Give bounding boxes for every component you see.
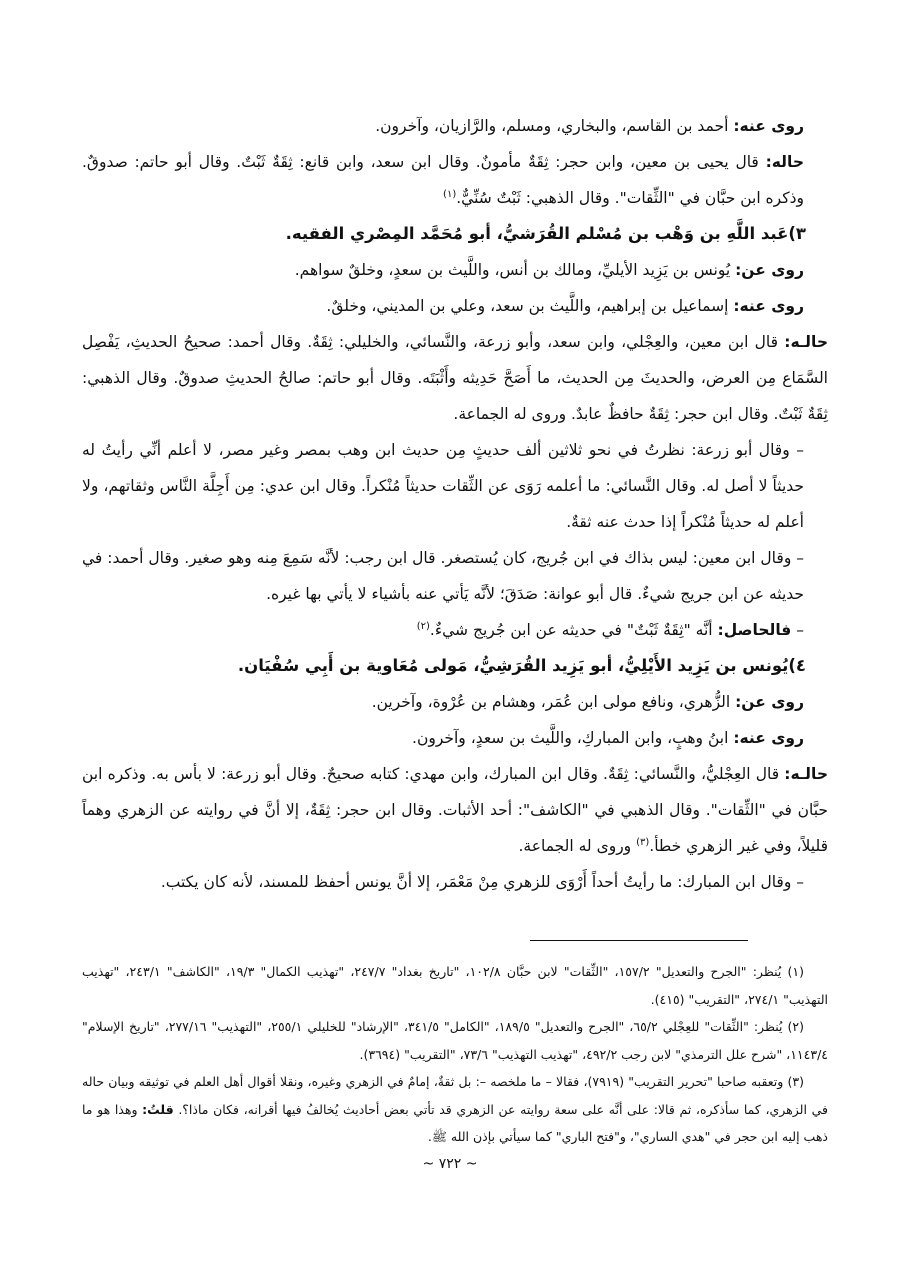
narrated-from-paragraph: روى عن: يُونس بن يَزِيد الأيليِّ، ومالك بن أنس، واللَّيث بن سعدٍ، وخلقٌ سواهم. — [294, 261, 804, 279]
narrators-from-him-paragraph: روى عنه: ابنُ وهبٍ، وابن المباركِ، واللَّيث بن سعدٍ، وآخرون. — [412, 729, 804, 747]
footnote-ref[interactable]: (٣) — [636, 836, 650, 848]
section-label: روى عنه: — [733, 729, 804, 747]
section-label: روى عن: — [735, 261, 804, 279]
quote-paragraph: – وقال ابن معين: ليس بذاك في ابن جُريج، كان يُستصغر. قال ابن رجب: لأنَّه سَمِعَ مِنه وهو صغير. وقال أحمد: في حديثه عن ابن جريج شيءٌ. قال أبو عوانة: صَدَقَ؛ لأنَّه يَأتي عنه بأشياء لا يأتي بها غيره. — [82, 549, 804, 603]
footnote-3: (٣) وتعقبه صاحبا "تحرير التقريب" (٧٩١٩)، فقالا – ما ملخصه –: بل ثقةٌ، إمامٌ في الزهري وغيره، ونقلا أقوال أهل العلم في توثيقه وبيان حاله في الزهري، كما سأذكره، ثم قالا: على أنَّه على سعة روايته عن الزهري قد تأتي بعض أحاديث يُخالفُ فيها أقرانه، فكان ماذا؟. قلتُ: وهذا هو ما ذهب إليه ابن حجر في "هدي الساري"، و"فتح الباري" كما سيأتي بإذن الله ﷺ. — [82, 1074, 828, 1144]
status-paragraph: حالـه: قال ابن معين، والعِجْلي، وابن سعد، وأبو زرعة، والنَّسائي، والخليلي: ثِقَةٌ. وقال أحمد: صحيحُ الحديثِ، يَفْصِل السَّمَاع مِن العرض، والحديثَ مِن الحديث، ما أَصَحَّ حَدِيثه وأَثْبَتَه. وقال أبو حاتم: صالحُ الحديثِ صدوقٌ. وقال الذهبي: ثِقَةٌ ثَبْتٌ. وقال ابن حجر: ثِقَةٌ حافظٌ عابدٌ. وروى له الجماعة. — [82, 333, 828, 423]
narrator-heading: ٣)عَبد اللَّهِ بن وَهْب بن مُسْلم القُرَشيُّ، أبو مُحَمَّد المِصْري الفقيه. — [285, 224, 806, 243]
quote-paragraph: – وقال ابن المبارك: ما رأيتُ أحداً أَرْوَى للزهري مِنْ مَعْمَر، إلا أنَّ يونس أحفظ للمسند، لأنه كان يكتب. — [160, 873, 804, 891]
narrators-from-him-paragraph: روى عنه: أحمد بن القاسم، والبخاري، ومسلم، والرَّازيان، وآخرون. — [375, 117, 804, 135]
status-paragraph: حاله: قال يحيى بن معين، وابن حجر: ثِقَةٌ مأمونٌ. وقال ابن سعد، وابن قانع: ثِقَةٌ ثَبْتٌ. وقال أبو حاتم: صدوقٌ. وذكره ابن حبَّان في "الثِّقات". وقال الذهبي: ثَبْتٌ سُنِّيٌّ.$^{(١)}$ — [82, 153, 804, 207]
section-label: حاله: — [765, 153, 804, 171]
footnote-2: (٢) يُنظر: "الثِّقات" للعِجْلي ٦٥/٢، "الجرح والتعديل" ١٨٩/٥، "الكامل" ٣٤١/٥، "الإرشاد" للخليلي ٢٥٥/١، "التهذيب" ٢٧٧/١٦، "تاريخ الإسلام" ١١٤٣/٤، "شرح علل الترمذي" لابن رجب ٤٩٢/٢، "تهذيب التهذيب" ٧٣/٦، "التقريب" (٣٦٩٤). — [82, 1019, 828, 1062]
section-label: حالـه: — [784, 333, 828, 351]
footnote-ref[interactable]: (٢) — [416, 620, 430, 632]
page-number: ~ ٧٢٢ ~ — [422, 1156, 478, 1172]
section-label: فالحاصل: — [717, 621, 792, 639]
section-label: روى عن: — [735, 693, 804, 711]
section-label: روى عنه: — [733, 297, 804, 315]
footnote-ref[interactable]: (١) — [443, 188, 457, 200]
narrators-from-him-paragraph: روى عنه: إسماعيل بن إبراهيم، واللَّيث بن سعد، وعلي بن المديني، وخلقٌ. — [326, 297, 804, 315]
section-label: حالـه: — [784, 765, 828, 783]
footnote-1: (١) يُنظر: "الجرح والتعديل" ١٥٧/٢، "الثِّقات" لابن حبَّان ١٠٢/٨، "تاريخ بغداد" ٢٤٧/٧، "تهذيب الكمال" ١٩/٣، "الكاشف" ٢٤٣/١، "تهذيب التهذيب" ٢٧٤/١، "التقريب" (٤١٥). — [82, 964, 828, 1007]
status-paragraph: حالـه: قال العِجْليُّ، والنَّسائي: ثِقَةٌ. وقال ابن المبارك، وابن مهدي: كتابه صحيحٌ. وقال أبو زرعة: لا بأس به. وذكره ابن حبَّان في "الثِّقات". وقال الذهبي في "الكاشف": أحد الأثبات. وقال ابن حجر: ثِقَةٌ، إلا أنَّ في روايته عن الزهري وهماً قليلاً، وفي غير الزهري خطأ.$^{(٣)}$ وروى له الجماعة. — [82, 765, 828, 855]
footnotes — [82, 958, 828, 1151]
quote-paragraph: – وقال أبو زرعة: نظرتُ في نحو ثلاثين ألف حديثٍ مِن حديث ابن وهب بمصر وغير مصر، لا أعلم أنِّي رأيتُ له حديثاً لا أصل له. وقال النَّسائي: ما أعلمه رَوَى عن الثِّقات حديثاً مُنْكراً. وقال ابن عدي: مِن أَجِلَّة النَّاس وثقاتهم، ولا أعلم له حديثاً مُنْكراً إذا حدث عنه ثقةٌ. — [82, 441, 804, 531]
footnote-divider — [530, 940, 748, 941]
narrator-heading: ٤)يُونس بن يَزِيد الأَيْلِيُّ، أبو يَزِيد القُرَشِيُّ، مَولى مُعَاوية بن أَبِي سُفْيَان. — [237, 656, 806, 675]
narrated-from-paragraph: روى عن: الزُّهري، ونافع مولى ابن عُمَر، وهشام بن عُرْوة، وآخرين. — [371, 693, 804, 711]
conclusion-paragraph: – فالحاصل: أنَّه "ثِقَةٌ ثَبْتٌ" في حديثه عن ابن جُريج شيءٌ.$^{(٢)}$ — [416, 620, 804, 639]
main-text — [82, 108, 828, 900]
section-label: روى عنه: — [733, 117, 804, 135]
note-label: قلتُ: — [142, 1101, 174, 1117]
